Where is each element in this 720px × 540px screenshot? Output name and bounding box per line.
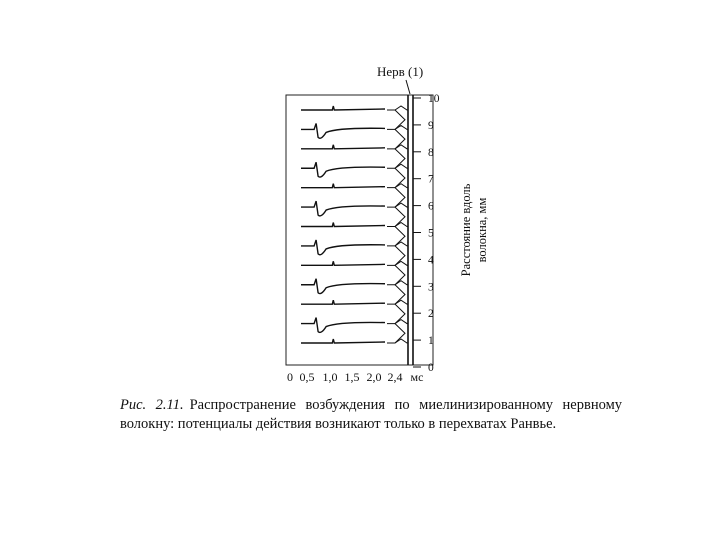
action-potential-trace	[301, 223, 385, 227]
x-tick-label: 0,5	[299, 370, 315, 384]
x-tick-label: 2,4	[387, 370, 403, 384]
y-tick-label: 6	[428, 200, 434, 213]
y-tick-label: 4	[428, 254, 434, 267]
y-tick-label: 7	[428, 173, 434, 186]
recording-frame	[286, 95, 433, 365]
action-potential-trace	[301, 201, 385, 216]
action-potential-trace	[301, 106, 385, 110]
y-tick-label: 3	[428, 281, 434, 294]
y-axis-label-line2: волокна, мм	[475, 197, 489, 263]
action-potential-trace	[301, 145, 385, 149]
y-tick-label: 1	[428, 335, 434, 348]
x-tick-label: 1,0	[322, 370, 338, 384]
action-potential-trace	[301, 279, 385, 294]
y-tick-label: 2	[428, 308, 434, 321]
electrode-connectors	[387, 106, 408, 343]
x-tick-label: 2,0	[366, 370, 382, 384]
nerve-label: Нерв (1)	[377, 64, 424, 79]
x-tick-label: 1,5	[344, 370, 360, 384]
y-tick-label: 9	[428, 119, 434, 132]
action-potential-trace	[301, 339, 385, 343]
action-potential-trace	[301, 240, 385, 255]
electrode-connector	[387, 106, 408, 110]
x-unit-label: мс	[410, 370, 424, 384]
action-potential-trace	[301, 162, 385, 177]
action-potential-trace	[301, 300, 385, 304]
nerve-label-pointer	[406, 80, 410, 94]
figure-caption	[120, 396, 622, 434]
action-potential-trace	[301, 184, 385, 188]
action-potential-trace	[301, 261, 385, 265]
y-tick-label: 10	[428, 93, 440, 105]
action-potential-trace	[301, 123, 385, 138]
y-tick-label: 5	[428, 227, 434, 240]
y-axis-label-line1: Расстояние вдоль	[459, 183, 473, 277]
x-tick-label: 0	[287, 370, 293, 384]
caption-text: Распространение возбуждения по миелинизированному нервному волокну: потенциалы действия возникают только в перехватах Ранвье.	[120, 397, 622, 432]
y-tick-label: 0	[428, 362, 434, 374]
y-tick-label: 8	[428, 146, 434, 159]
y-axis-ticks	[413, 93, 440, 374]
action-potential-trace	[301, 318, 385, 333]
caption-label: Рис. 2.11.	[120, 397, 184, 413]
trace-group	[301, 106, 385, 343]
